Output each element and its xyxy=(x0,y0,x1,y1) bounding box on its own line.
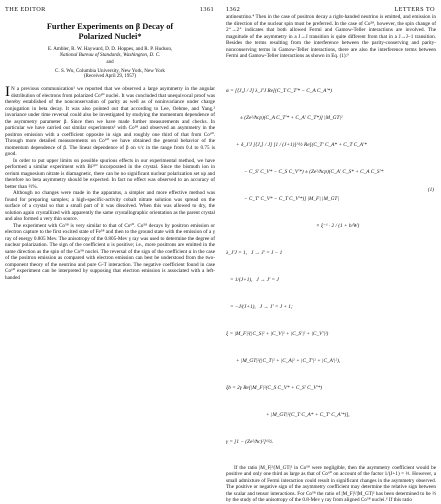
authors: E. Ambler, R. W. Hayward, D. D. Hoppes, and R. P. Hudson, xyxy=(47,46,173,52)
affiliation: National Bureau of Standards, Washington, D. C. xyxy=(59,52,161,59)
equation-line: + |M_GT|²(|C_T|² + |C_A|² + |C_T′|² + |C_A′|²), xyxy=(236,357,341,364)
and-separator: and xyxy=(106,60,114,66)
article-title xyxy=(5,22,215,41)
equation-line: λ_J′J = 1, J → J′ = J − 1 xyxy=(226,249,283,256)
equation-line: ± (Ze²/ħcp)(C_A C_T′* + C_A′ C_T*)] |M_GT|² xyxy=(240,114,343,121)
paragraph: antineutrino.⁴ Then in the case of positron decay a right-handed neutrino is emitted, and emission in the direction of the nuclear spin must be preferred. In the case of Co⁵⁸, however, the spin change of 2⁺→2⁺ indicates that both allowed Fermi and Gamow-Teller interactions are involved. The magnitude of the asymmetry in a J→J transition is quite different from that in a J→J−1 transition. Besides the terms resulting from the interference between the parity-conserving and parity-nonconserving terms in Gamow-Teller interactions, there are also the interference terms between Fermi and Gamow-Teller interactions as shown in Eq. (1):⁵ xyxy=(226,14,436,59)
equation-line: ξ = |M_F|²(|C_S|² + |C_V|² + |C_S′|² + |C_V′|²) xyxy=(226,330,329,337)
received-date: (Received April 29, 1957) xyxy=(83,73,137,79)
left-page xyxy=(0,0,220,480)
title-line-1: Further Experiments on β Decay of xyxy=(46,22,174,31)
second-author: C. S. Wu, Columbia University, New York, New York xyxy=(55,67,165,74)
running-head: LETTERS TO xyxy=(394,6,435,13)
author-block xyxy=(5,46,215,80)
equation-line: γ = [1 − (Ze²/ħc)²]^½. xyxy=(226,438,274,445)
equation-line: ξb = 2γ Re[|M_F|²(C_S C_V* + C_S′ C_V′*) xyxy=(226,384,323,391)
equation-line: × ξ⁻¹ · 2 / (1 + b/W) xyxy=(316,222,360,229)
equation-line: + |M_GT|²(C_T C_A* + C_T′ C_A′*)], xyxy=(266,411,350,418)
running-head: THE EDITOR xyxy=(5,6,46,13)
paragraph: If the ratio |M_F|²/|M_GT|² in Co⁵⁸ were negligible, then the asymmetry coefficient would be positive and only one third as large as that of Co⁶⁰ on account of the factor 1/(J+1) = ⅓. However, a small admixture of Fermi interaction could result in significant changes in the asymmetry observed. The positive or negative sign of the asymmetry coefficient may determine the relative sign between the scalar and tensor interactions. For Co⁵⁸ the ratio of |M_F|²/|M_GT|² has been determined to be ⅔ by the study of the anisotropy of the 0.8-Mev γ ray from aligned Co⁵⁸ nuclei.⁶ If this ratio xyxy=(226,464,436,503)
equation-number: (1) xyxy=(427,186,434,193)
equation-line: = −J/(J+1), J → J′ = J + 1; xyxy=(230,303,293,310)
title-line-2: Polarized Nuclei* xyxy=(78,31,142,41)
paragraph: The experiment with Co⁵⁸ is very similar to that of Co⁶⁰. Co⁵⁸ decays by positron emission or electron capture to the first excited state of Fe⁵⁸ and then to the ground state with the emission of a γ ray of energy 0.805 Mev. The anisotropy of the 0.805-Mev γ ray was used to determine the degree of nuclear polarization. The sign of the coefficient α is positive; i.e., more positrons are emitted in the same direction as the spin of the Co⁵⁸ nuclei. The reversal of the sign of the coefficient α in the case of the positron emission as compared with electron emission can best be understood from the two-component theory of the neutrino and pure G-T interaction. The negative coefficient found in case Co⁶⁰ experiment can be interpreted by supposing that electron emission is associated with a left-handed xyxy=(5,222,215,281)
equation-line: + δ_J′J [⟨J₂⟩ / J] [1 / (J+1)]^½ Re[(C_T′ C_A* + C_T C_A′* xyxy=(236,141,367,148)
paragraph: Although no changes were made in the apparatus, a simpler and more effective method was found for preparing samples; a high-specific-activity cobalt nitrate solution was spread on the surface of a crystal so that a small part of it was dissolved. When this was allowed to dry, the solution again crystallized with apparently the same crystallographic orientation as the parent crystal and also formed a very thin source. xyxy=(5,190,215,223)
equation-line: = 1/(J+1), J → J′ = J xyxy=(230,276,279,283)
equation-line: − C_T′ C_V* − C_T C_V′*)] |M_F| |M_GT| xyxy=(244,195,339,202)
page-number: 1362 xyxy=(226,6,241,13)
paragraph: I N a previous communication¹ we reported that we observed a large asymmetry in the angular distribution of electrons from polarized Co⁶⁰ nuclei. It was concluded that unequivocal proof was thereby established of the nonconservation of parity as well as of noninvariance under charge conjugation in beta decay. It was also pointed out that according to Lee, Oehme, and Yang,² invariance under time reversal could also be investigated by studying the momentum dependence of the asymmetry parameter β. Since then we have made further measurements and checks. In particular we have carried out similar experiments³ with Co⁵⁸ and observed an asymmetry in the positron emission with a coefficient opposite in sign and roughly one third of that from Co⁶⁰. Through more detailed measurements on Co⁶⁰ we have obtained the general behavior of the momentum dependence of β. The linear dependence of β on v/c in the range from 0.4 to 0.75 is good. xyxy=(5,84,215,158)
page-number: 1361 xyxy=(199,6,214,13)
drop-cap: I xyxy=(5,84,10,101)
equation-line: − C_S′ C_V* − C_S C_V′*) ± (Ze²/ħcp)(C_A′ C_S* + C_A C_S′* xyxy=(244,168,384,175)
equation-line: α = [⟨J₂⟩ / J] λ_J′J Re[(C_T C_T′* − C_A C_A′*) xyxy=(226,87,332,94)
equation-block xyxy=(226,60,436,465)
right-page xyxy=(221,0,441,503)
paragraph: In order to put upper limits on possible spurious effects in our experimental method, we have performed a similar experiment with Bi²¹⁰ incorporated in the crystal. Since the bismuth ion in cerium magnesium nitrate is diamagnetic, there can be no significant nuclear polarization set up and therefore no beta asymmetry should be expected. In fact no effect was observed to an accuracy of better than ½%. xyxy=(5,157,215,190)
